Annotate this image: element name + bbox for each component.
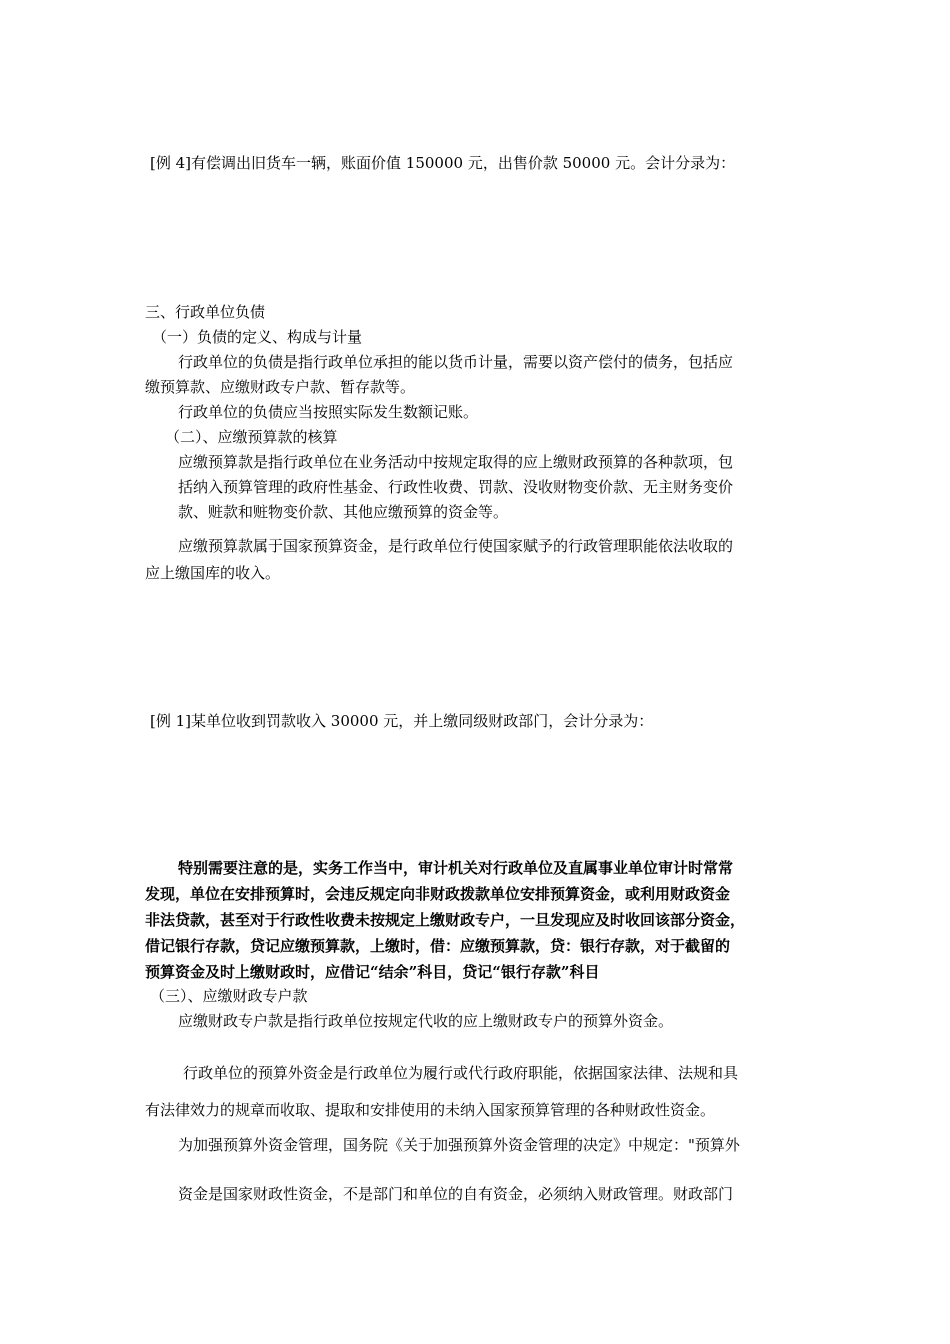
liability-measurement-text: 行政单位的负债应当按照实际发生数额记账。 <box>178 403 479 421</box>
section-3-heading: 三、行政单位负债 <box>145 303 266 321</box>
extra-budget-funds-line-1: 行政单位的预算外资金是行政单位为履行或代行政府职能，依据国家法律、法规和具 <box>183 1064 739 1082</box>
liability-definition-line-2: 缴预算款、应缴财政专户款、暂存款等。 <box>145 378 416 396</box>
state-council-rule-line-2: 资金是国家财政性资金，不是部门和单位的自有资金，必须纳入财政管理。财政部门 <box>178 1185 734 1203</box>
subsection-1-heading: （一）负债的定义、构成与计量 <box>152 328 363 346</box>
example-1-text: [例 1]某单位收到罚款收入 30000 元，并上缴同级财政部门，会计分录为： <box>150 712 654 730</box>
audit-note-line-5: 预算资金及时上缴财政时，应借记“结余”科目，贷记“银行存款”科目 <box>145 963 600 981</box>
audit-note-line-4: 借记银行存款，贷记应缴预算款，上缴时，借：应缴预算款，贷：银行存款，对于截留的 <box>145 937 731 955</box>
budget-payable-line-1: 应缴预算款是指行政单位在业务活动中按规定取得的应上缴财政预算的各种款项，包 <box>178 453 734 471</box>
budget-payable-line-3: 款、赃款和赃物变价款、其他应缴预算的资金等。 <box>178 503 509 521</box>
extra-budget-funds-line-2: 有法律效力的规章而收取、提取和安排使用的未纳入国家预算管理的各种财政性资金。 <box>145 1101 716 1119</box>
audit-note-line-1: 特别需要注意的是，实务工作当中，审计机关对行政单位及直属事业单位审计时常常 <box>178 859 734 877</box>
audit-note-line-3: 非法贷款，甚至对于行政性收费未按规定上缴财政专户，一旦发现应及时收回该部分资金， <box>145 911 746 929</box>
subsection-3-heading: （三）、应缴财政专户款 <box>150 987 308 1005</box>
budget-payable-line-2: 括纳入预算管理的政府性基金、行政性收费、罚款、没收财物变价款、无主财务变价 <box>178 478 734 496</box>
example-4-text: [例 4]有偿调出旧货车一辆，账面价值 150000 元，出售价款 50000 元。会计分录为： <box>150 154 736 172</box>
subsection-2-heading: （二）、应缴预算款的核算 <box>165 428 338 446</box>
state-council-rule-line-1: 为加强预算外资金管理，国务院《关于加强预算外资金管理的决定》中规定："预算外 <box>178 1136 740 1154</box>
audit-note-line-2: 发现，单位在安排预算时，会违反规定向非财政拨款单位安排预算资金，或利用财政资金 <box>145 885 731 903</box>
liability-definition-line-1: 行政单位的负债是指行政单位承担的能以货币计量，需要以资产偿付的债务，包括应 <box>178 353 734 371</box>
budget-funds-line-1: 应缴预算款属于国家预算资金，是行政单位行使国家赋予的行政管理职能依法收取的 <box>178 537 734 555</box>
budget-funds-line-2: 应上缴国库的收入。 <box>145 564 281 582</box>
fiscal-account-definition: 应缴财政专户款是指行政单位按规定代收的应上缴财政专户的预算外资金。 <box>178 1012 674 1030</box>
